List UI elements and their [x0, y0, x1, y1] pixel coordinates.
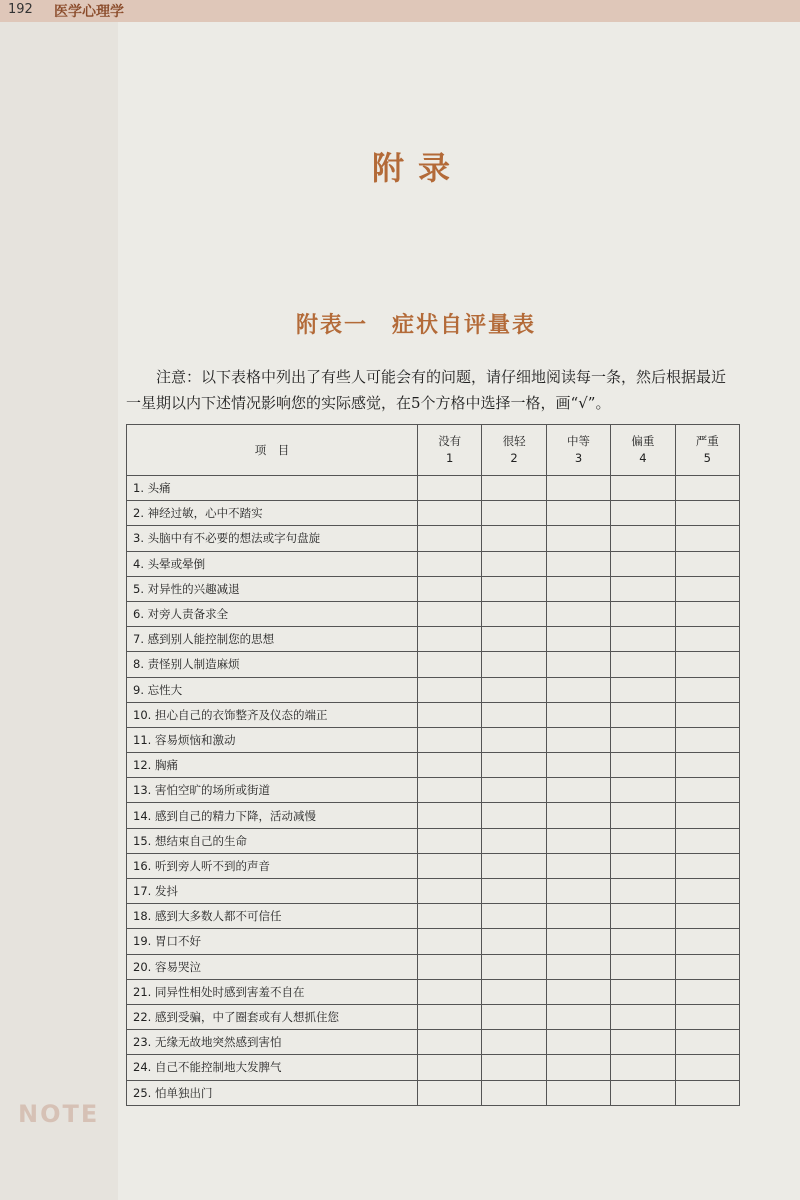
rating-cell-5[interactable] — [675, 803, 739, 828]
table-row — [127, 778, 740, 803]
rating-cell-4[interactable] — [611, 929, 675, 954]
rating-cell-3[interactable] — [546, 929, 610, 954]
rating-cell-1[interactable] — [418, 954, 482, 979]
rating-cell-5[interactable] — [675, 1080, 739, 1105]
rating-cell-3[interactable] — [546, 526, 610, 551]
rating-cell-2[interactable] — [482, 476, 546, 501]
rating-cell-4[interactable] — [611, 476, 675, 501]
rating-cell-5[interactable] — [675, 904, 739, 929]
rating-cell-4[interactable] — [611, 601, 675, 626]
symptom-item-label: 25. 怕单独出门 — [127, 1080, 418, 1105]
rating-cell-3[interactable] — [546, 853, 610, 878]
rating-cell-3[interactable] — [546, 501, 610, 526]
rating-cell-1[interactable] — [418, 828, 482, 853]
rating-cell-2[interactable] — [482, 1080, 546, 1105]
rating-cell-1[interactable] — [418, 904, 482, 929]
column-header-moderate — [546, 425, 610, 476]
rating-cell-3[interactable] — [546, 1080, 610, 1105]
rating-cell-3[interactable] — [546, 601, 610, 626]
rating-cell-3[interactable] — [546, 1055, 610, 1080]
rating-cell-1[interactable] — [418, 853, 482, 878]
symptom-item-label: 1. 头痛 — [127, 476, 418, 501]
note-logo: NOTE — [18, 1100, 100, 1128]
symptom-item-label: 5. 对异性的兴趣减退 — [127, 576, 418, 601]
table-row — [127, 627, 740, 652]
rating-cell-5[interactable] — [675, 501, 739, 526]
table-row — [127, 879, 740, 904]
column-header-none — [418, 425, 482, 476]
rating-cell-1[interactable] — [418, 476, 482, 501]
rating-cell-3[interactable] — [546, 954, 610, 979]
rating-cell-5[interactable] — [675, 979, 739, 1004]
rating-cell-4[interactable] — [611, 879, 675, 904]
rating-cell-2[interactable] — [482, 576, 546, 601]
table-row — [127, 677, 740, 702]
table-row — [127, 601, 740, 626]
rating-cell-4[interactable] — [611, 526, 675, 551]
column-score: 4 — [639, 451, 647, 465]
rating-cell-4[interactable] — [611, 627, 675, 652]
table-header-row — [127, 425, 740, 476]
symptom-item-label: 18. 感到大多数人都不可信任 — [127, 904, 418, 929]
rating-cell-3[interactable] — [546, 652, 610, 677]
rating-cell-1[interactable] — [418, 652, 482, 677]
table-row — [127, 1055, 740, 1080]
rating-cell-2[interactable] — [482, 652, 546, 677]
symptom-item-label: 6. 对旁人责备求全 — [127, 601, 418, 626]
column-score: 1 — [446, 451, 454, 465]
rating-cell-1[interactable] — [418, 1055, 482, 1080]
rating-cell-5[interactable] — [675, 526, 739, 551]
table-row — [127, 1080, 740, 1105]
column-score: 2 — [510, 451, 518, 465]
page-header — [0, 0, 800, 22]
rating-cell-5[interactable] — [675, 727, 739, 752]
rating-cell-3[interactable] — [546, 979, 610, 1004]
column-score: 3 — [574, 451, 583, 465]
rating-cell-4[interactable] — [611, 1080, 675, 1105]
rating-cell-3[interactable] — [546, 753, 610, 778]
rating-cell-4[interactable] — [611, 828, 675, 853]
symptom-item-label: 13. 害怕空旷的场所或街道 — [127, 778, 418, 803]
rating-cell-5[interactable] — [675, 576, 739, 601]
rating-cell-4[interactable] — [611, 853, 675, 878]
rating-cell-5[interactable] — [675, 677, 739, 702]
rating-cell-3[interactable] — [546, 551, 610, 576]
rating-cell-2[interactable] — [482, 803, 546, 828]
rating-cell-5[interactable] — [675, 778, 739, 803]
rating-cell-4[interactable] — [611, 979, 675, 1004]
rating-cell-4[interactable] — [611, 551, 675, 576]
symptom-item-label: 9. 忘性大 — [127, 677, 418, 702]
table-body — [127, 476, 740, 1106]
symptom-item-label: 3. 头脑中有不必要的想法或字句盘旋 — [127, 526, 418, 551]
rating-cell-3[interactable] — [546, 727, 610, 752]
rating-cell-5[interactable] — [675, 954, 739, 979]
symptom-item-label: 11. 容易烦恼和激动 — [127, 727, 418, 752]
rating-cell-5[interactable] — [675, 551, 739, 576]
rating-cell-4[interactable] — [611, 1004, 675, 1029]
rating-cell-4[interactable] — [611, 954, 675, 979]
column-header-mild — [482, 425, 546, 476]
symptom-item-label: 24. 自己不能控制地大发脾气 — [127, 1055, 418, 1080]
rating-cell-5[interactable] — [675, 1055, 739, 1080]
rating-cell-3[interactable] — [546, 677, 610, 702]
rating-cell-5[interactable] — [675, 652, 739, 677]
rating-cell-1[interactable] — [418, 551, 482, 576]
rating-cell-1[interactable] — [418, 778, 482, 803]
rating-cell-2[interactable] — [482, 677, 546, 702]
rating-cell-4[interactable] — [611, 702, 675, 727]
table-row — [127, 853, 740, 878]
rating-cell-5[interactable] — [675, 753, 739, 778]
rating-cell-2[interactable] — [482, 702, 546, 727]
rating-cell-2[interactable] — [482, 954, 546, 979]
book-title: 医学心理学 — [54, 4, 124, 20]
symptom-item-label: 15. 想结束自己的生命 — [127, 828, 418, 853]
column-label: 没有 — [438, 434, 462, 448]
rating-cell-1[interactable] — [418, 1004, 482, 1029]
table-row — [127, 929, 740, 954]
rating-cell-5[interactable] — [675, 929, 739, 954]
column-header-fairly-severe — [611, 425, 675, 476]
rating-cell-3[interactable] — [546, 1004, 610, 1029]
rating-cell-2[interactable] — [482, 778, 546, 803]
rating-cell-1[interactable] — [418, 979, 482, 1004]
rating-cell-3[interactable] — [546, 803, 610, 828]
rating-cell-1[interactable] — [418, 753, 482, 778]
symptom-item-label: 19. 胃口不好 — [127, 929, 418, 954]
table-row — [127, 702, 740, 727]
column-header-severe — [675, 425, 739, 476]
rating-cell-2[interactable] — [482, 979, 546, 1004]
symptom-item-label: 17. 发抖 — [127, 879, 418, 904]
rating-cell-3[interactable] — [546, 627, 610, 652]
symptom-scale-table — [126, 424, 740, 1106]
rating-cell-3[interactable] — [546, 1030, 610, 1055]
rating-cell-2[interactable] — [482, 853, 546, 878]
rating-cell-3[interactable] — [546, 904, 610, 929]
rating-cell-4[interactable] — [611, 803, 675, 828]
column-label: 偏重 — [631, 434, 655, 448]
column-score: 5 — [703, 451, 711, 465]
table-row — [127, 1004, 740, 1029]
rating-cell-1[interactable] — [418, 879, 482, 904]
symptom-item-label: 23. 无缘无故地突然感到害怕 — [127, 1030, 418, 1055]
symptom-item-label: 8. 责怪别人制造麻烦 — [127, 652, 418, 677]
rating-cell-2[interactable] — [482, 601, 546, 626]
symptom-item-label: 4. 头晕或晕倒 — [127, 551, 418, 576]
rating-cell-2[interactable] — [482, 501, 546, 526]
rating-cell-5[interactable] — [675, 1004, 739, 1029]
rating-cell-4[interactable] — [611, 727, 675, 752]
rating-cell-2[interactable] — [482, 1055, 546, 1080]
rating-cell-1[interactable] — [418, 727, 482, 752]
rating-cell-4[interactable] — [611, 778, 675, 803]
symptom-item-label: 12. 胸痛 — [127, 753, 418, 778]
rating-cell-4[interactable] — [611, 1030, 675, 1055]
column-label: 严重 — [695, 434, 719, 448]
symptom-item-label: 7. 感到别人能控制您的思想 — [127, 627, 418, 652]
rating-cell-2[interactable] — [482, 727, 546, 752]
rating-cell-5[interactable] — [675, 853, 739, 878]
symptom-item-label: 14. 感到自己的精力下降，活动减慢 — [127, 803, 418, 828]
table-row — [127, 954, 740, 979]
rating-cell-5[interactable] — [675, 702, 739, 727]
symptom-item-label: 21. 同异性相处时感到害羞不自在 — [127, 979, 418, 1004]
rating-cell-4[interactable] — [611, 904, 675, 929]
rating-cell-4[interactable] — [611, 652, 675, 677]
rating-cell-2[interactable] — [482, 828, 546, 853]
table-row — [127, 501, 740, 526]
symptom-item-label: 10. 担心自己的衣饰整齐及仪态的端正 — [127, 702, 418, 727]
table-row — [127, 828, 740, 853]
table-row — [127, 576, 740, 601]
rating-cell-3[interactable] — [546, 879, 610, 904]
rating-cell-1[interactable] — [418, 1080, 482, 1105]
rating-cell-4[interactable] — [611, 753, 675, 778]
rating-cell-2[interactable] — [482, 1004, 546, 1029]
rating-cell-1[interactable] — [418, 803, 482, 828]
page-number: 192 — [8, 2, 33, 17]
rating-cell-1[interactable] — [418, 501, 482, 526]
rating-cell-3[interactable] — [546, 702, 610, 727]
rating-cell-2[interactable] — [482, 526, 546, 551]
table-row — [127, 526, 740, 551]
column-label: 中等 — [566, 434, 590, 448]
table-row — [127, 476, 740, 501]
rating-cell-1[interactable] — [418, 526, 482, 551]
symptom-item-label: 16. 听到旁人听不到的声音 — [127, 853, 418, 878]
rating-cell-2[interactable] — [482, 753, 546, 778]
rating-cell-1[interactable] — [418, 576, 482, 601]
rating-cell-3[interactable] — [546, 576, 610, 601]
rating-cell-1[interactable] — [418, 929, 482, 954]
rating-cell-1[interactable] — [418, 1030, 482, 1055]
rating-cell-5[interactable] — [675, 828, 739, 853]
rating-cell-2[interactable] — [482, 551, 546, 576]
rating-cell-5[interactable] — [675, 601, 739, 626]
symptom-item-label: 2. 神经过敏，心中不踏实 — [127, 501, 418, 526]
rating-cell-5[interactable] — [675, 476, 739, 501]
rating-cell-3[interactable] — [546, 778, 610, 803]
table-row — [127, 1030, 740, 1055]
rating-cell-3[interactable] — [546, 828, 610, 853]
table-row — [127, 803, 740, 828]
rating-cell-2[interactable] — [482, 904, 546, 929]
rating-cell-5[interactable] — [675, 1030, 739, 1055]
symptom-item-label: 20. 容易哭泣 — [127, 954, 418, 979]
table-row — [127, 753, 740, 778]
margin-strip — [0, 22, 118, 1200]
rating-cell-5[interactable] — [675, 879, 739, 904]
rating-cell-1[interactable] — [418, 601, 482, 626]
rating-cell-4[interactable] — [611, 576, 675, 601]
rating-cell-4[interactable] — [611, 1055, 675, 1080]
table-row — [127, 551, 740, 576]
table-row — [127, 904, 740, 929]
instructions-paragraph: 注意：以下表格中列出了有些人可能会有的问题，请仔细地阅读每一条，然后根据最近一星期以内下述情况影响您的实际感觉，在5个方格中选择一格，画“√”。 — [126, 368, 727, 412]
appendix-title: 附录 — [372, 149, 465, 187]
rating-cell-4[interactable] — [611, 677, 675, 702]
rating-cell-1[interactable] — [418, 627, 482, 652]
table-row — [127, 979, 740, 1004]
rating-cell-2[interactable] — [482, 1030, 546, 1055]
rating-cell-3[interactable] — [546, 476, 610, 501]
rating-cell-2[interactable] — [482, 879, 546, 904]
rating-cell-4[interactable] — [611, 501, 675, 526]
rating-cell-2[interactable] — [482, 627, 546, 652]
rating-cell-1[interactable] — [418, 677, 482, 702]
rating-cell-1[interactable] — [418, 702, 482, 727]
table-title: 附表一 症状自评量表 — [296, 312, 537, 338]
rating-cell-2[interactable] — [482, 929, 546, 954]
table-row — [127, 652, 740, 677]
rating-cell-5[interactable] — [675, 627, 739, 652]
column-label: 很轻 — [502, 434, 526, 448]
symptom-item-label: 22. 感到受骗，中了圈套或有人想抓住您 — [127, 1004, 418, 1029]
table-row — [127, 727, 740, 752]
item-column-header: 项 目 — [127, 425, 418, 476]
